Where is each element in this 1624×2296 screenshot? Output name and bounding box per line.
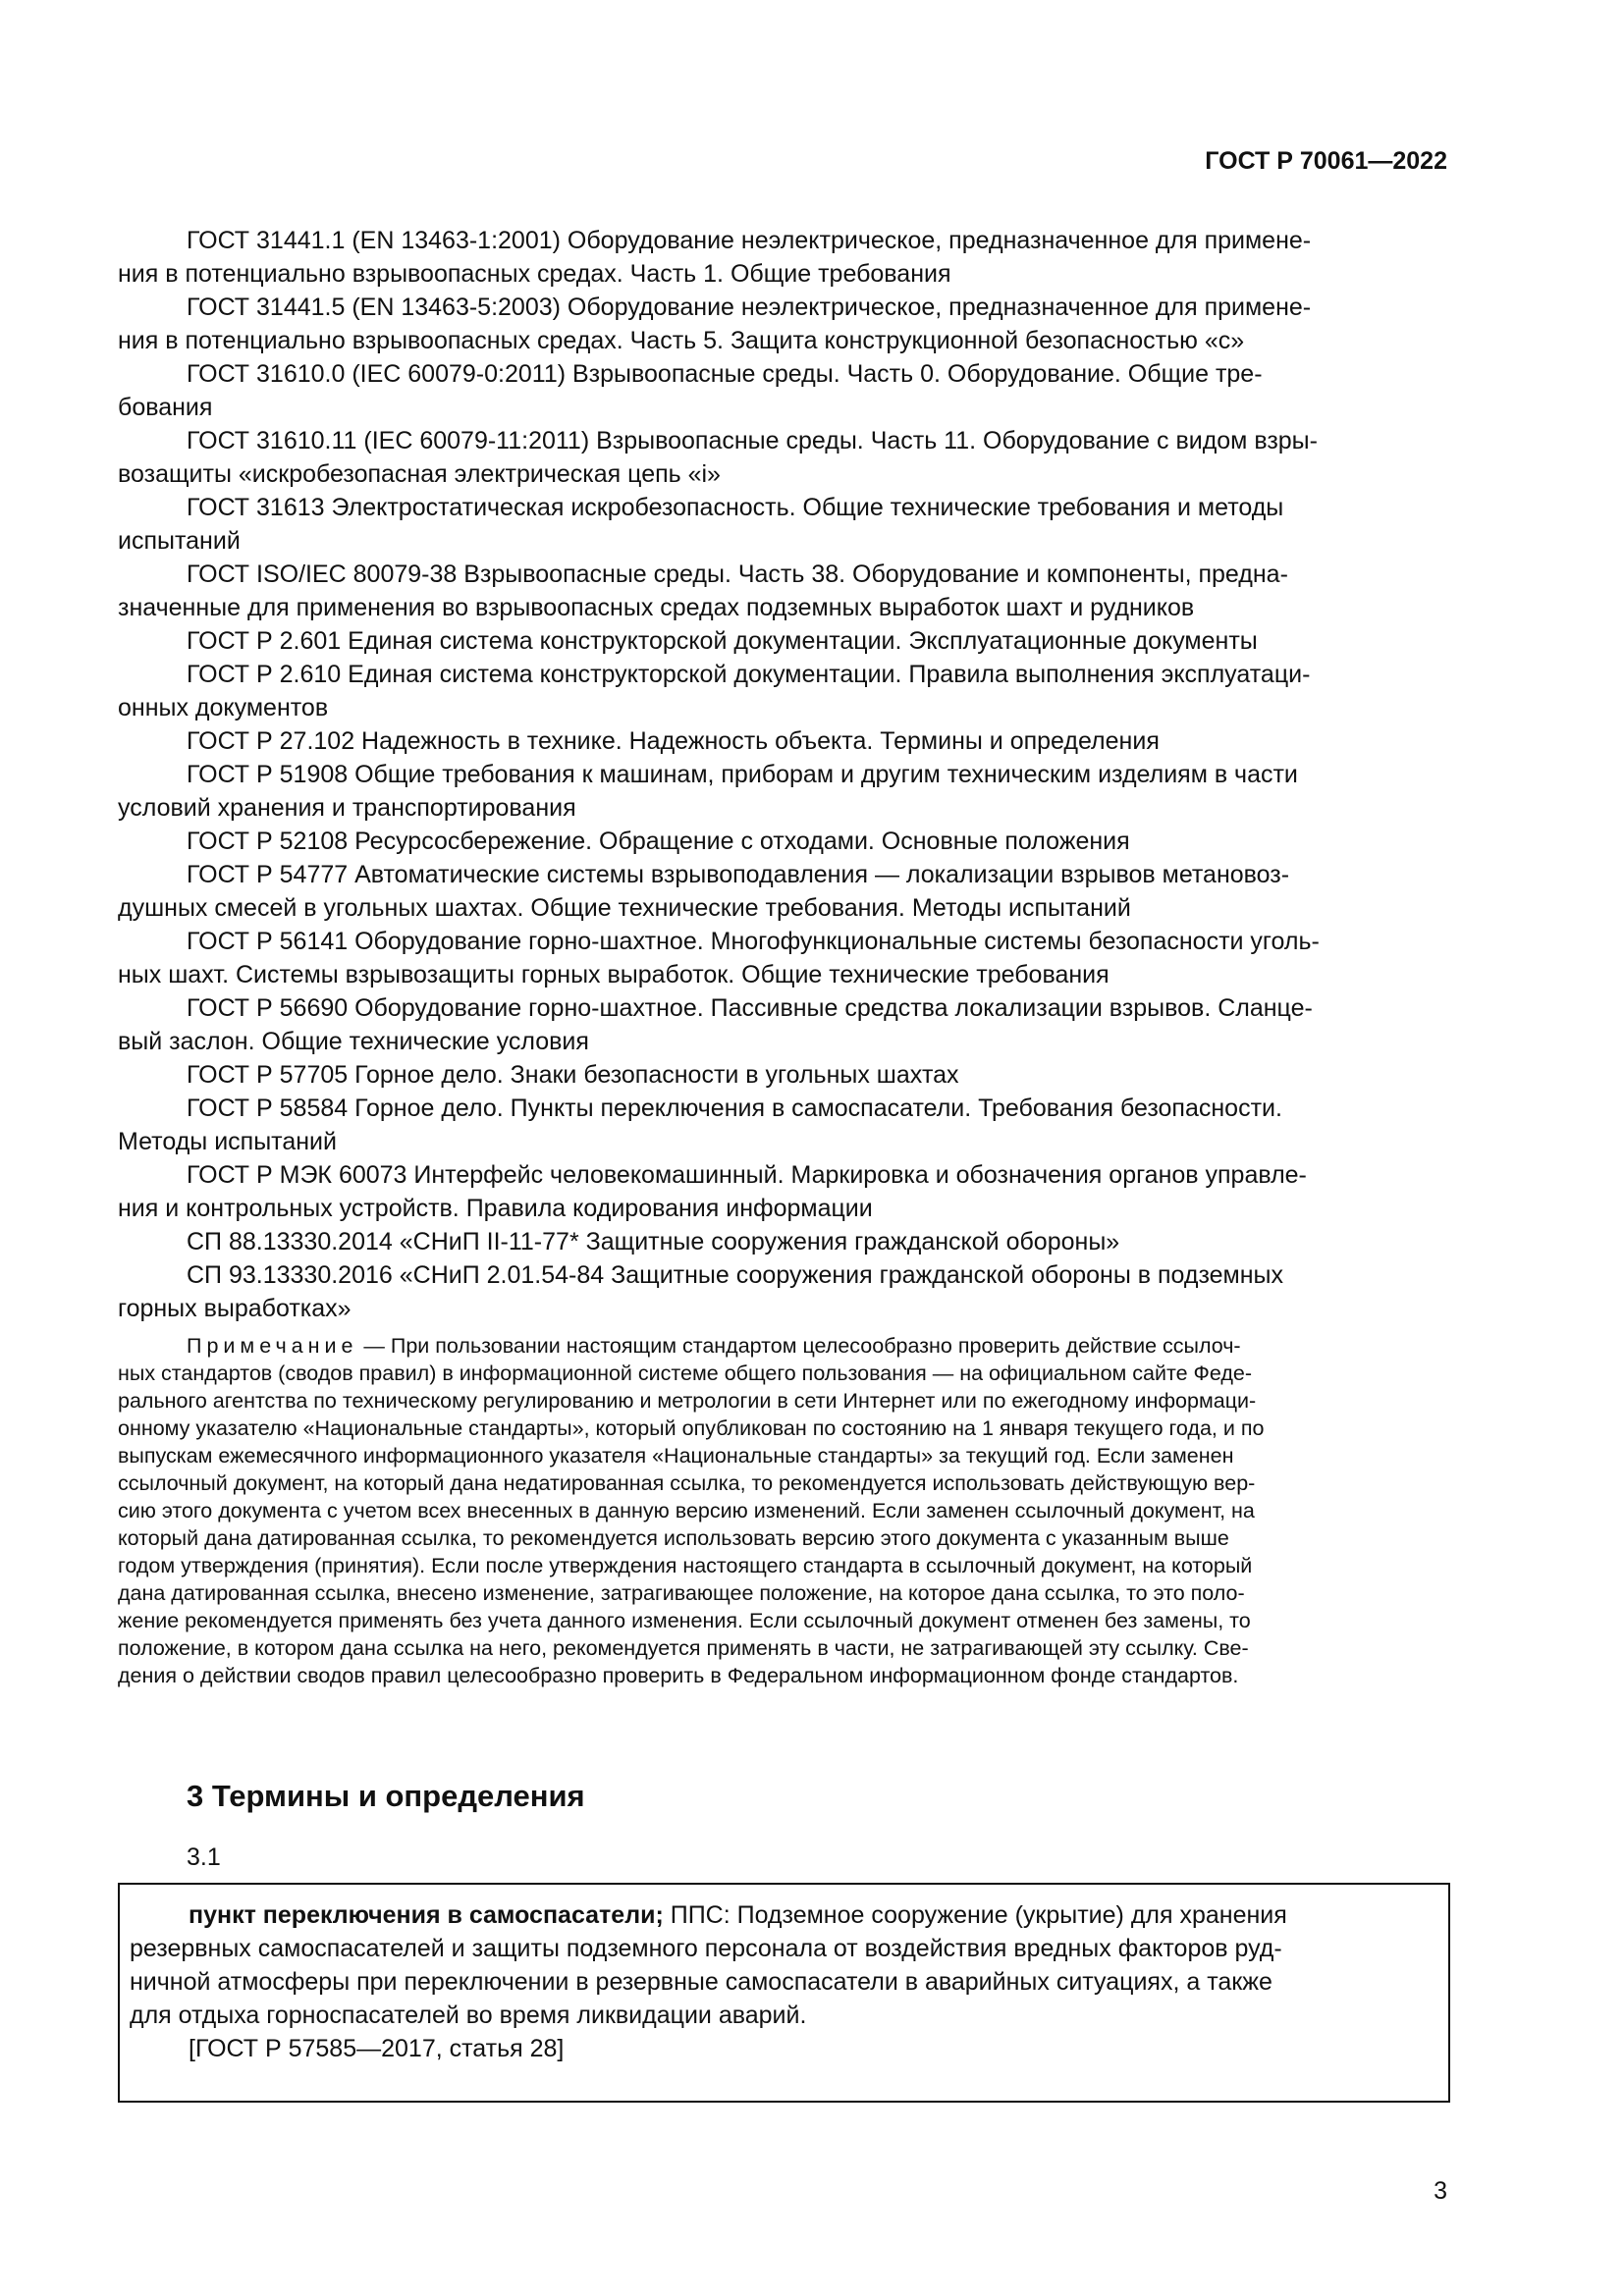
document-code-header: ГОСТ Р 70061—2022 [1205,147,1447,175]
reference-line: ГОСТ Р 56690 Оборудование горно-шахтное. Пассивные средства локализации взрывов. Сланце- [187,994,1313,1022]
reference-line: ГОСТ 31613 Электростатическая искробезопасность. Общие технические требования и методы [187,494,1284,521]
reference-line: Методы испытаний [118,1128,337,1155]
reference-line: ГОСТ Р 56141 Оборудование горно-шахтное. Многофункциональные системы безопасности уголь- [187,928,1320,955]
reference-line: ГОСТ Р 51908 Общие требования к машинам, приборам и другим техническим изделиям в части [187,761,1298,788]
reference-line: ГОСТ 31610.0 (IEC 60079-0:2011) Взрывоопасные среды. Часть 0. Оборудование. Общие тре- [187,360,1263,388]
reference-line: ГОСТ Р 27.102 Надежность в технике. Надежность объекта. Термины и определения [187,727,1160,755]
reference-line: онных документов [118,694,329,721]
definition-first-line [120,1898,1426,1932]
reference-line: возащиты «искробезопасная электрическая цепь «i» [118,460,721,488]
section-heading: 3 Термины и определения [187,1779,585,1813]
reference-line: ния в потенциально взрывоопасных средах. Часть 1. Общие требования [118,260,951,288]
reference-line: бования [118,394,213,421]
normative-references-list [118,224,1448,1325]
note-line: положение, в котором дана ссылка на него, рекомендуется применять в части, не затрагивающей эту ссылку. Све- [118,1636,1249,1660]
reference-line: ГОСТ ISO/IEC 80079-38 Взрывоопасные среды. Часть 38. Оборудование и компоненты, предна- [187,561,1288,588]
reference-line: ния в потенциально взрывоопасных средах. Часть 5. Защита конструкционной безопасностью «с» [118,327,1245,354]
note-line: дения о действии сводов правил целесообразно проверить в Федеральном информационном фонде стандартов. [118,1664,1239,1687]
note-first-line [118,1332,1448,1360]
definition-body [120,1932,1426,2032]
definition-source: [ГОСТ Р 57585—2017, статья 28] [189,2035,565,2062]
reference-line: ГОСТ 31610.11 (IEC 60079-11:2011) Взрывоопасные среды. Часть 11. Оборудование с видом взры- [187,427,1318,454]
reference-line: ных шахт. Системы взрывозащиты горных выработок. Общие технические требования [118,961,1110,988]
reference-line: условий хранения и транспортирования [118,794,576,822]
reference-line: ГОСТ Р 52108 Ресурсосбережение. Обращение с отходами. Основные положения [187,828,1130,855]
definition-line: для отдыха горноспасателей во время ликвидации аварий. [130,2002,807,2029]
note-line: сию этого документа с учетом всех внесенных в данную версию изменений. Если заменен ссылочный документ, на [118,1499,1255,1522]
note-line: дана датированная ссылка, внесено изменение, затрагивающее положение, на которое дана ссылка, то это поло- [118,1581,1245,1605]
note-line: годом утверждения (принятия). Если после утверждения настоящего стандарта в ссылочный документ, на который [118,1554,1253,1577]
reference-line: ГОСТ Р 54777 Автоматические системы взрывоподавления — локализации взрывов метановоз- [187,861,1290,888]
reference-line: значенные для применения во взрывоопасных средах подземных выработок шахт и рудников [118,594,1195,621]
note-line: который дана датированная ссылка, то рекомендуется использовать версию этого документа с указанным выше [118,1526,1229,1550]
note-line: рального агентства по техническому регулированию и метрологии в сети Интернет или по ежегодному информаци- [118,1389,1257,1413]
reference-line: ния и контрольных устройств. Правила кодирования информации [118,1195,873,1222]
definition-line: ничной атмосферы при переключении в резервные самоспасатели в аварийных ситуациях, а также [130,1968,1272,1996]
reference-line: испытаний [118,527,241,555]
definition-term: пункт переключения в самоспасатели; [189,1901,664,1929]
reference-line: ГОСТ Р 58584 Горное дело. Пункты переключения в самоспасатели. Требования безопасности. [187,1095,1282,1122]
reference-line: ГОСТ Р 2.610 Единая система конструкторской документации. Правила выполнения эксплуатаци- [187,661,1311,688]
page-number: 3 [1434,2177,1447,2205]
definition-box [118,1883,1450,2103]
note-label: Примечание [187,1334,358,1358]
reference-line: горных выработках» [118,1295,352,1322]
reference-line: ГОСТ Р 2.601 Единая система конструкторской документации. Эксплуатационные документы [187,627,1258,655]
note-line: выпускам ежемесячного информационного указателя «Национальные стандарты» за текущий год. Если заменен [118,1444,1234,1468]
clause-number: 3.1 [187,1843,221,1871]
definition-first-line-text: ППС: Подземное сооружение (укрытие) для хранения [663,1901,1287,1929]
reference-line: СП 93.13330.2016 «СНиП 2.01.54-84 Защитные сооружения гражданской обороны в подземных [187,1261,1284,1289]
reference-line: ГОСТ 31441.5 (EN 13463-5:2003) Оборудование неэлектрическое, предназначенное для примене- [187,294,1312,321]
note-line: ных стандартов (сводов правил) в информационной системе общего пользования — на официальном сайте Феде- [118,1362,1253,1385]
note-line: жение рекомендуется применять без учета данного изменения. Если ссылочный документ отменен без замены, то [118,1609,1251,1632]
note-line: онному указателю «Национальные стандарты», который опубликован по состоянию на 1 января текущего года, и по [118,1416,1265,1440]
reference-line: ГОСТ Р МЭК 60073 Интерфейс человекомашинный. Маркировка и обозначения органов управле- [187,1161,1307,1189]
reference-line: ГОСТ 31441.1 (EN 13463-1:2001) Оборудование неэлектрическое, предназначенное для примене- [187,227,1312,254]
reference-line: вый заслон. Общие технические условия [118,1028,589,1055]
note-block [118,1332,1448,1689]
note-first-line-text: — При пользовании настоящим стандартом целесообразно проверить действие ссылоч- [357,1334,1241,1358]
definition-line: резервных самоспасателей и защиты подземного персонала от воздействия вредных факторов руд- [130,1935,1282,1962]
reference-line: душных смесей в угольных шахтах. Общие технические требования. Методы испытаний [118,894,1131,922]
note-line: ссылочный документ, на который дана недатированная ссылка, то рекомендуется использовать действующую вер- [118,1471,1256,1495]
reference-line: ГОСТ Р 57705 Горное дело. Знаки безопасности в угольных шахтах [187,1061,959,1089]
reference-line: СП 88.13330.2014 «СНиП II-11-77* Защитные сооружения гражданской обороны» [187,1228,1120,1255]
note-body [118,1360,1448,1689]
